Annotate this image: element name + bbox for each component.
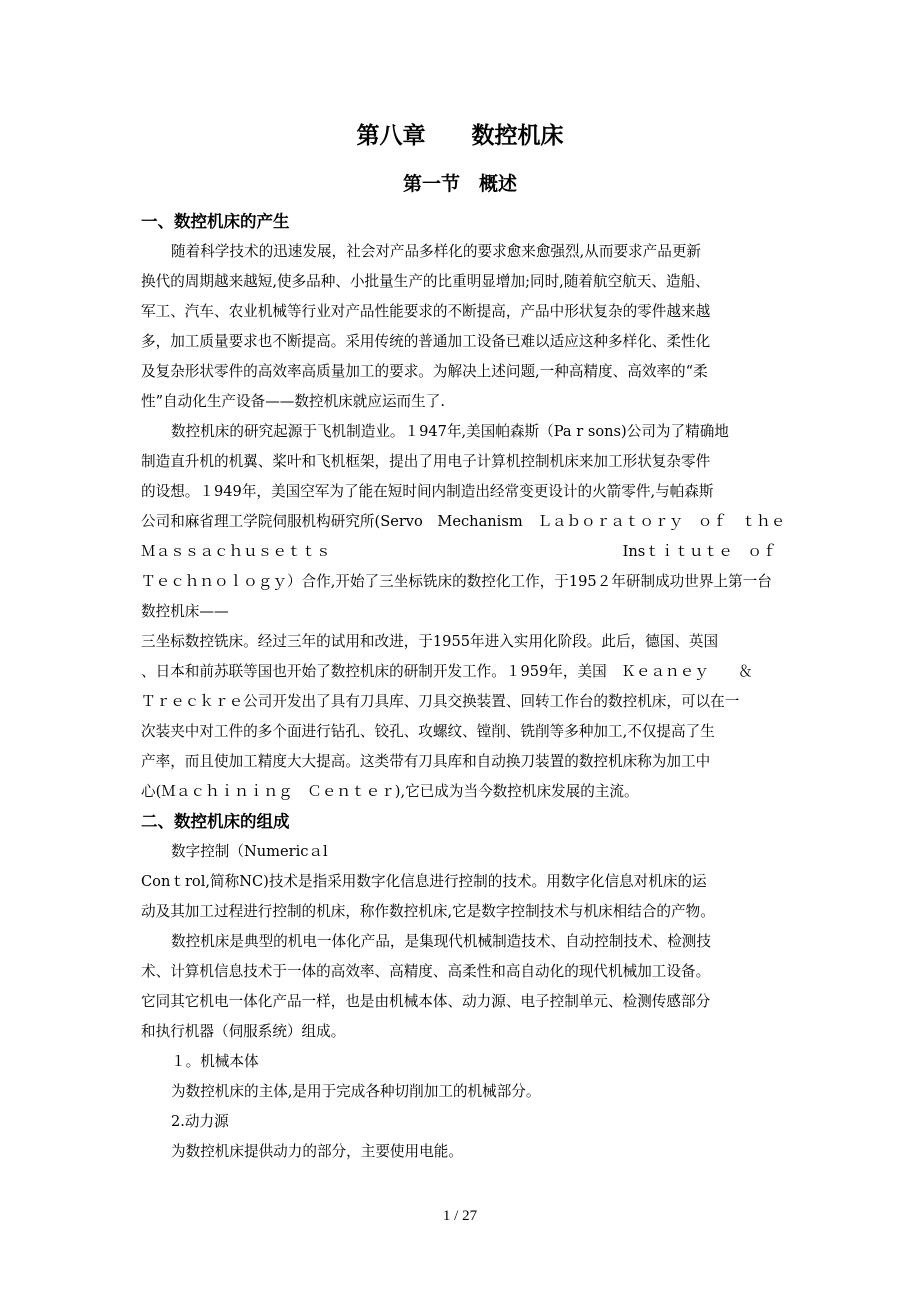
text-line: 多，加工质量要求也不断提高。采用传统的普通加工设备已难以适应这种多样化、柔性化 [141, 333, 711, 350]
text-line: 及复杂形状零件的高效率高质量加工的要求。为解决上述问题,一种高精度、高效率的“柔 [141, 363, 708, 380]
text-line: 制造直升机的机翼、桨叶和飞机框架，提出了用电子计算机控制机床来加工形状复杂零件 [141, 453, 711, 470]
page-number: 1 / 27 [442, 1208, 478, 1224]
text-line: 数字控制（Numericａl [171, 843, 328, 860]
text-line: 性”自动化生产设备——数控机床就应运而生了. [141, 393, 445, 410]
heading-composition: 二、数控机床的组成 [141, 812, 290, 831]
text-line: 数控机床的研究起源于飞机制造业。１947年,美国帕森斯（Pa r sons)公司为了精确地 [171, 423, 729, 440]
heading-origin: 一、数控机床的产生 [141, 212, 290, 231]
list-item-power-source [141, 1107, 781, 1167]
text-line: 和执行机器（伺服系统）组成。 [141, 1023, 346, 1040]
text-line: 随着科学技术的迅速发展，社会对产品多样化的要求愈来愈强烈,从而要求产品更新 [171, 243, 702, 260]
chapter-title: 第八章 数控机床 [356, 123, 564, 149]
text-line: 数控机床—— [141, 603, 229, 620]
text-line: 产率，而且使加工精度大大提高。这类带有刀具库和自动换刀装置的数控机床称为加工中 [141, 753, 711, 770]
paragraph-nc-definition [141, 837, 781, 927]
text-line: 军工、汽车、农业机械等行业对产品性能要求的不断提高，产品中形状复杂的零件越来越 [141, 303, 711, 320]
text-line: 公司和麻省理工学院伺服机构研究所(Servo Mechanism Ｌａｂｏｒａｔｏｒｙ ｏｆ ｔｈｅ [141, 513, 786, 530]
text-line: 换代的周期越来越短,使多品种、小批量生产的比重明显增加;同时,随着航空航天、造船、 [141, 273, 710, 290]
text-line: Ｔｒｅｃｋｒｅ公司开发出了具有刀具库、刀具交换装置、回转工作台的数控机床，可以在一 [141, 693, 740, 710]
text-line: 它同其它机电一体化产品一样，也是由机械本体、动力源、电子控制单元、检测传感部分 [141, 993, 711, 1010]
text-line: 、日本和前苏联等国也开始了数控机床的研制开发工作。１959年，美国 Ｋｅａｎｅｙ ＆ [141, 663, 753, 680]
text-line: Conｔrol,简称NC)技术是指采用数字化信息进行控制的技术。用数字化信息对机床的运 [141, 873, 707, 890]
text-line: 术、计算机信息技术于一体的高效率、高精度、高柔性和高自动化的现代机械加工设备。 [141, 963, 711, 980]
item-title: １。机械本体 [171, 1053, 259, 1070]
paragraph-origin-history [141, 417, 786, 807]
text-line: Ｔｅｃｈｎｏｌｏｇｙ）合作,开始了三坐标铣床的数控化工作，于195２年研制成功世界上第一台 [141, 573, 772, 590]
section-title: 第一节 概述 [402, 173, 517, 195]
item-description: 为数控机床提供动力的部分，主要使用电能。 [171, 1143, 463, 1160]
text-line: 数控机床是典型的机电一体化产品，是集现代机械制造技术、自动控制技术、检测技 [171, 933, 711, 950]
item-title: 2.动力源 [171, 1113, 229, 1130]
paragraph-origin-intro [141, 237, 781, 417]
paragraph-mechatronics [141, 927, 781, 1047]
item-description: 为数控机床的主体,是用于完成各种切削加工的机械部分。 [171, 1083, 541, 1100]
text-line: 动及其加工过程进行控制的机床，称作数控机床,它是数字控制技术与机床相结合的产物。 [141, 903, 715, 920]
document-body [141, 207, 786, 1167]
text-line: Ｍａｓｓａｃｈｕｓｅｔｔｓ Insｔｉｔｕｔｅ ｏｆ [141, 543, 777, 560]
list-item-mechanical-body [141, 1047, 781, 1107]
text-line: 的设想。１949年，美国空军为了能在短时间内制造出经常变更设计的火箭零件,与帕森斯 [141, 483, 714, 500]
text-line: 三坐标数控铣床。经过三年的试用和改进，于1955年进入实用化阶段。此后，德国、英国 [141, 633, 719, 650]
text-line: 次装夹中对工件的多个面进行钻孔、铰孔、攻螺纹、镗削、铣削等多种加工,不仅提高了生 [141, 723, 715, 740]
text-line: 心(Ｍａｃｈｉｎｉｎｇ Ｃｅｎｔｅｒ),它已成为当今数控机床发展的主流。 [141, 783, 639, 800]
